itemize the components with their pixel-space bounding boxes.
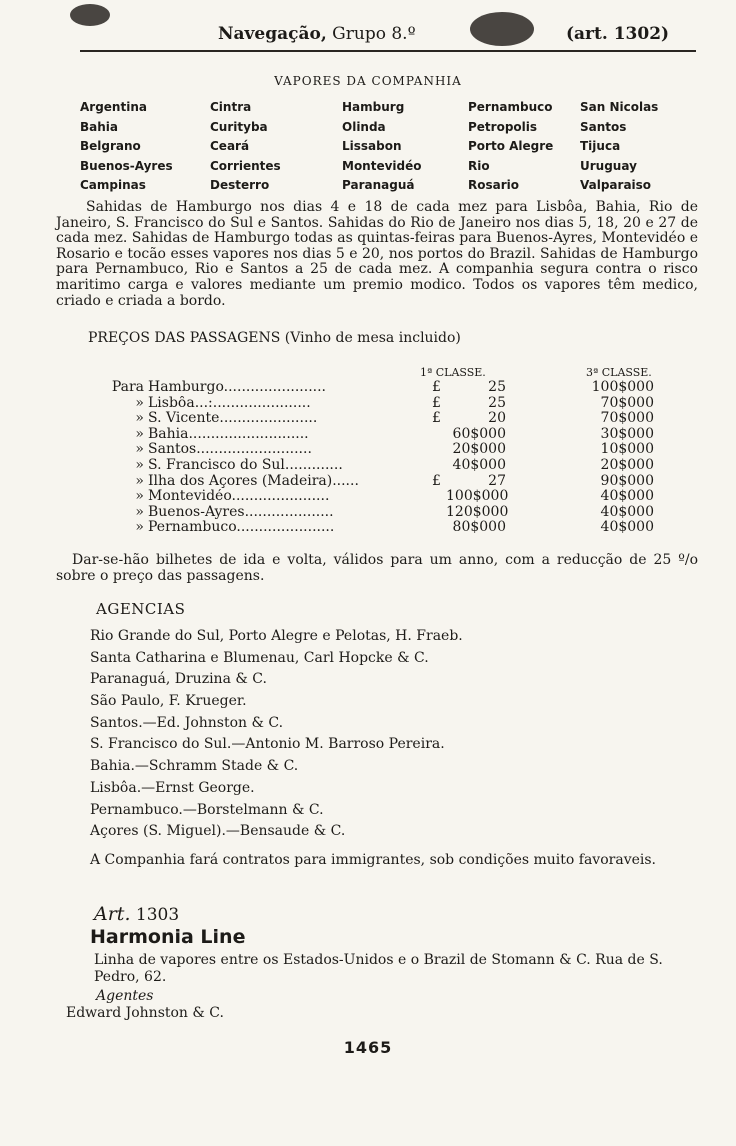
fare-row: [0, 396, 736, 412]
ships-column: [468, 98, 553, 196]
next-article-number: 1303: [130, 905, 180, 925]
prices-title: PREÇOS DAS PASSAGENS (Vinho de mesa incluido): [88, 330, 461, 346]
agencies-list: [90, 626, 710, 843]
header-title-rest: Grupo 8.º: [326, 24, 416, 44]
immigrants-note: A Companhia fará contratos para immigrantes, sob condições muito favoraveis.: [90, 852, 656, 868]
fare-currency: £: [432, 394, 441, 411]
fare-third-class: 40$000: [600, 503, 654, 520]
fare-currency: £: [432, 472, 441, 489]
fare-destination: Lisbôa...:......................: [148, 395, 311, 411]
fare-destination: Montevidéo......................: [148, 489, 330, 505]
fare-row: [0, 520, 736, 536]
agency-item: Santos.—Ed. Johnston & C.: [90, 714, 284, 731]
ship-name: Pernambuco: [468, 100, 553, 114]
fare-row: [0, 458, 736, 474]
ship-name: Campinas: [80, 178, 146, 192]
ship-name: Rio: [468, 158, 490, 173]
fare-prefix: »: [135, 410, 144, 427]
header-title: [218, 24, 416, 44]
ship-name: San Nicolas: [580, 100, 659, 114]
fare-row: [0, 489, 736, 505]
ship-name: Buenos-Ayres: [80, 158, 173, 173]
sailings-paragraph: Sahidas de Hamburgo nos dias 4 e 18 de cada mez para Lisbôa, Bahia, Rio de Janeiro, S. Francisco do Sul e Santos. Sahidas do Rio de Janeiro nos dias 5, 18, 20 e 27 de cada mez. Sahidas de Hamburgo todas as quintas-feiras para Buenos-Ayres, Montevidéo e Rosario e tocão esses vapores nos dias 5 e 20, nos portos do Brazil. Sahidas de Hamburgo para Pernambuco, Rio e Santos a 25 de cada mez. A companhia segura contra o risco maritimo carga e valores mediante um premio modico. Todos os vapores têm medico, criado e criada a bordo.: [56, 199, 698, 309]
fare-third-class: 40$000: [600, 488, 654, 505]
fare-prefix: »: [135, 519, 144, 536]
fare-third-class: 90$000: [600, 472, 654, 489]
fare-first-class: 20: [488, 410, 506, 427]
fare-first-class: 60$000: [452, 425, 506, 442]
fare-first-class: 100$000: [446, 488, 509, 505]
fare-prefix: »: [135, 441, 144, 458]
fare-third-class: 10$000: [600, 441, 654, 458]
ship-name: Desterro: [210, 178, 270, 192]
fare-destination: Santos..........................: [148, 442, 312, 458]
fare-first-class: 20$000: [452, 441, 506, 458]
ships-column: [342, 98, 422, 196]
ship-name: Paranaguá: [342, 178, 415, 192]
fare-currency: £: [432, 379, 441, 395]
ships-column: [80, 98, 173, 196]
fare-destination: S. Francisco do Sul.............: [148, 458, 343, 473]
ship-name: Uruguay: [580, 158, 637, 173]
agents-heading: Agentes: [96, 988, 154, 1004]
agencies-title: AGENCIAS: [96, 600, 186, 618]
agency-item: Bahia.—Schramm Stade & C.: [90, 758, 299, 775]
fare-row: [0, 411, 736, 427]
fare-row: [0, 427, 736, 443]
fare-destination: Pernambuco......................: [148, 520, 335, 536]
return-ticket-note: Dar-se-hão bilhetes de ida e volta, válidos para um anno, com a reducção de 25 º/o sobre o preço das passagens.: [56, 552, 698, 584]
fare-row: [0, 474, 736, 490]
next-article-label: Art.: [94, 903, 131, 925]
fare-first-class: 40$000: [452, 457, 506, 473]
agency-item: Paranaguá, Druzina & C.: [90, 671, 267, 688]
ship-name: Montevidéo: [342, 158, 422, 173]
fare-row: [0, 505, 736, 521]
ink-blot: [470, 12, 534, 46]
ship-name: Olinda: [342, 119, 386, 134]
section-title: VAPORES DA COMPANHIA: [274, 74, 462, 88]
fare-third-class: 20$000: [600, 457, 654, 473]
ink-blot: [70, 4, 110, 26]
agency-item: S. Francisco do Sul.—Antonio M. Barroso Pereira.: [90, 736, 445, 753]
ship-name: Curityba: [210, 119, 268, 134]
fare-first-class: 25: [488, 394, 506, 411]
agency-item: São Paulo, F. Krueger.: [90, 693, 247, 710]
fare-destination: Hamburgo.......................: [148, 380, 327, 395]
fare-prefix: »: [135, 503, 144, 520]
ship-name: Hamburg: [342, 100, 405, 114]
ship-name: Tijuca: [580, 139, 621, 153]
fare-third-class: 70$000: [600, 410, 654, 427]
shipping-line-description: Linha de vapores entre os Estados-Unidos e o Brazil de Stomann & C. Rua de S. Pedro, 62.: [94, 952, 663, 985]
fare-first-class: 80$000: [452, 519, 506, 536]
third-class-header: 3ª CLASSE.: [586, 366, 652, 379]
ship-name: Rosario: [468, 178, 519, 192]
agency-item: Açores (S. Miguel).—Bensaude & C.: [90, 823, 346, 840]
first-class-header: 1ª CLASSE.: [420, 366, 486, 379]
fare-destination: S. Vicente......................: [148, 411, 318, 427]
fare-prefix: »: [135, 488, 144, 505]
fare-destination: Ilha dos Açores (Madeira)......: [148, 473, 359, 489]
running-header: [0, 22, 736, 52]
fare-prefix: »: [135, 394, 144, 411]
ship-name: Santos: [580, 119, 627, 134]
ship-name: Corrientes: [210, 158, 281, 173]
fare-row: [0, 380, 736, 396]
fare-destination: Buenos-Ayres....................: [148, 504, 334, 520]
ship-name: Porto Alegre: [468, 139, 554, 153]
shipping-line-name: Harmonia Line: [90, 926, 246, 948]
fare-third-class: 100$000: [591, 379, 654, 395]
agents-name: Edward Johnston & C.: [66, 1005, 224, 1021]
fare-prefix: »: [135, 457, 144, 473]
fare-prefix: »: [135, 425, 144, 442]
ship-name: Cintra: [210, 100, 252, 114]
fare-row: [0, 442, 736, 458]
next-article-heading: [94, 903, 179, 925]
fare-prefix: »: [135, 472, 144, 489]
agency-item: Rio Grande do Sul, Porto Alegre e Pelotas, H. Fraeb.: [90, 628, 463, 644]
ship-name: Petropolis: [468, 119, 538, 134]
fare-third-class: 70$000: [600, 394, 654, 411]
fare-first-class: 120$000: [446, 503, 509, 520]
header-rule: [80, 50, 696, 52]
fare-prefix: Para: [111, 379, 144, 395]
agency-item: Pernambuco.—Borstelmann & C.: [90, 801, 324, 818]
fare-destination: Bahia...........................: [148, 426, 309, 442]
header-title-bold: Navegação,: [218, 24, 327, 44]
page-number: 1465: [343, 1038, 393, 1057]
fare-first-class: 27: [488, 472, 506, 489]
fare-third-class: 30$000: [600, 425, 654, 442]
fare-first-class: 25: [488, 379, 506, 395]
ships-column: [210, 98, 281, 196]
agency-item: Lisbôa.—Ernst George.: [90, 779, 255, 796]
ship-name: Argentina: [80, 100, 147, 114]
ship-name: Ceará: [210, 139, 250, 153]
ship-name: Lissabon: [342, 139, 402, 153]
header-article-number: (art. 1302): [566, 24, 670, 44]
ship-name: Valparaiso: [580, 178, 652, 192]
ship-name: Bahia: [80, 119, 118, 134]
ship-name: Belgrano: [80, 139, 141, 153]
fare-currency: £: [432, 410, 441, 427]
ships-column: [580, 98, 658, 196]
fare-third-class: 40$000: [600, 519, 654, 536]
agency-item: Santa Catharina e Blumenau, Carl Hopcke & C.: [90, 649, 429, 666]
